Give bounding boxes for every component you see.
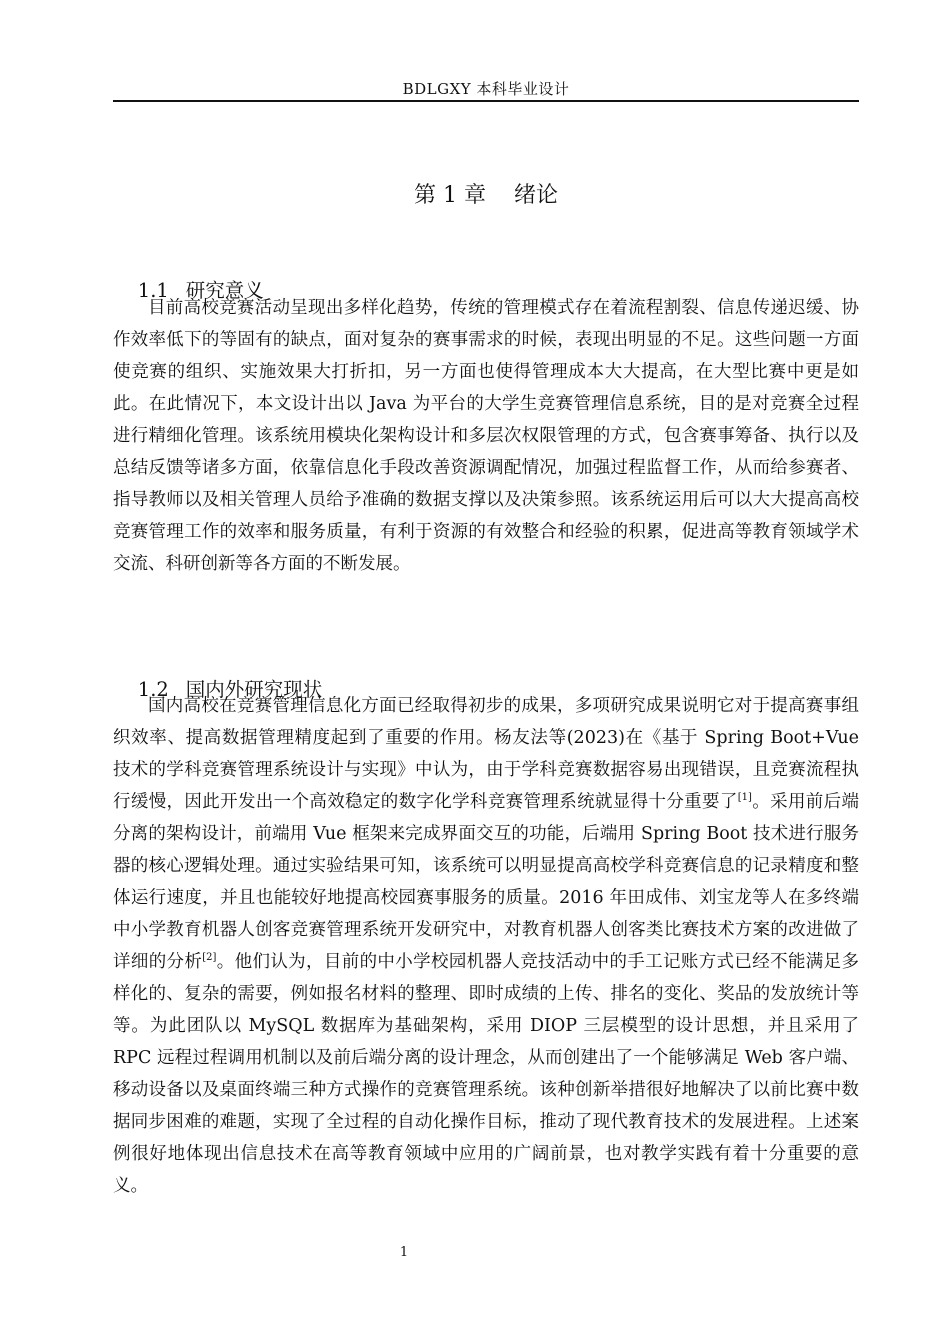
citation-1: [1] <box>737 792 752 803</box>
paragraph-text: 。采用前后端分离的架构设计，前端用 Vue 框架来完成界面交互的功能，后端用 Spring Boot 技术进行服务器的核心逻辑处理。通过实验结果可知，该系统可以明显提高高校学科竞赛信息的记录精度和整体运行速度，并且也能较好地提高校园赛事服务的质量。2016 年田成伟、刘宝龙等人在多终端中小学教育机器人创客竞赛管理系统开发研究中，对教育机器人创客类比赛技术方案的改进做了详细的分析 <box>113 792 860 972</box>
running-header: BDLGXY 本科毕业设计 <box>402 80 570 98</box>
section-title: 研究意义 <box>185 279 264 302</box>
paragraph-research-significance: 目前高校竞赛活动呈现出多样化趋势，传统的管理模式存在着流程割裂、信息传递迟缓、协作效率低下的等固有的缺点，面对复杂的赛事需求的时候，表现出明显的不足。这些问题一方面使竞赛的组织、实施效果大打折扣，另一方面也使得管理成本大大提高，在大型比赛中更是如此。在此情况下，本文设计出以 Java 为平台的大学生竞赛管理信息系统，目的是对竞赛全过程进行精细化管理。该系统用模块化架构设计和多层次权限管理的方式，包含赛事筹备、执行以及总结反馈等诸多方面，依靠信息化手段改善资源调配情况，加强过程监督工作，从而给参赛者、指导教师以及相关管理人员给予准确的数据支撑以及决策参照。该系统运用后可以大大提高高校竞赛管理工作的效率和服务质量，有利于资源的有效整合和经验的积累，促进高等教育领域学术交流、科研创新等各方面的不断发展。 <box>113 298 859 574</box>
page-number: 1 <box>399 1245 409 1260</box>
paragraph-text: 。他们认为，目前的中小学校园机器人竞技活动中的手工记账方式已经不能满足多样化的、复杂的需要，例如报名材料的整理、即时成绩的上传、排名的变化、奖品的发放统计等等。为此团队以 MySQL 数据库为基础架构，采用 DIOP 三层模型的设计思想，并且采用了 RPC 远程过程调用机制以及前后端分离的设计理念，从而创建出了一个能够满足 Web 客户端、移动设备以及桌面终端三种方式操作的竞赛管理系统。该种创新举措很好地解决了以前比赛中数据同步困难的难题，实现了全过程的自动化操作目标，推动了现代教育技术的发展进程。上述案例很好地体现出信息技术在高等教育领域中应用的广阔前景，也对教学实践有着十分重要的意义。 <box>113 952 859 1196</box>
section-title: 国内外研究现状 <box>185 678 323 701</box>
paragraph-research-status <box>113 690 859 1202</box>
section-number: 1.1 <box>137 279 169 302</box>
chapter-title: 第 1 章 绪论 <box>414 183 558 208</box>
citation-2: [2] <box>202 952 217 963</box>
paragraph-text: 国内高校在竞赛管理信息化方面已经取得初步的成果，多项研究成果说明它对于提高赛事组织效率、提高数据管理精度起到了重要的作用。杨友法等(2023)在《基于 Spring Boot+Vue 技术的学科竞赛管理系统设计与实现》中认为，由于学科竞赛数据容易出现错误，且竞赛流程执行缓慢，因此开发出一个高效稳定的数字化学科竞赛管理系统就显得十分重要了 <box>113 696 859 812</box>
section-number: 1.2 <box>137 678 169 701</box>
header-rule <box>113 100 859 102</box>
